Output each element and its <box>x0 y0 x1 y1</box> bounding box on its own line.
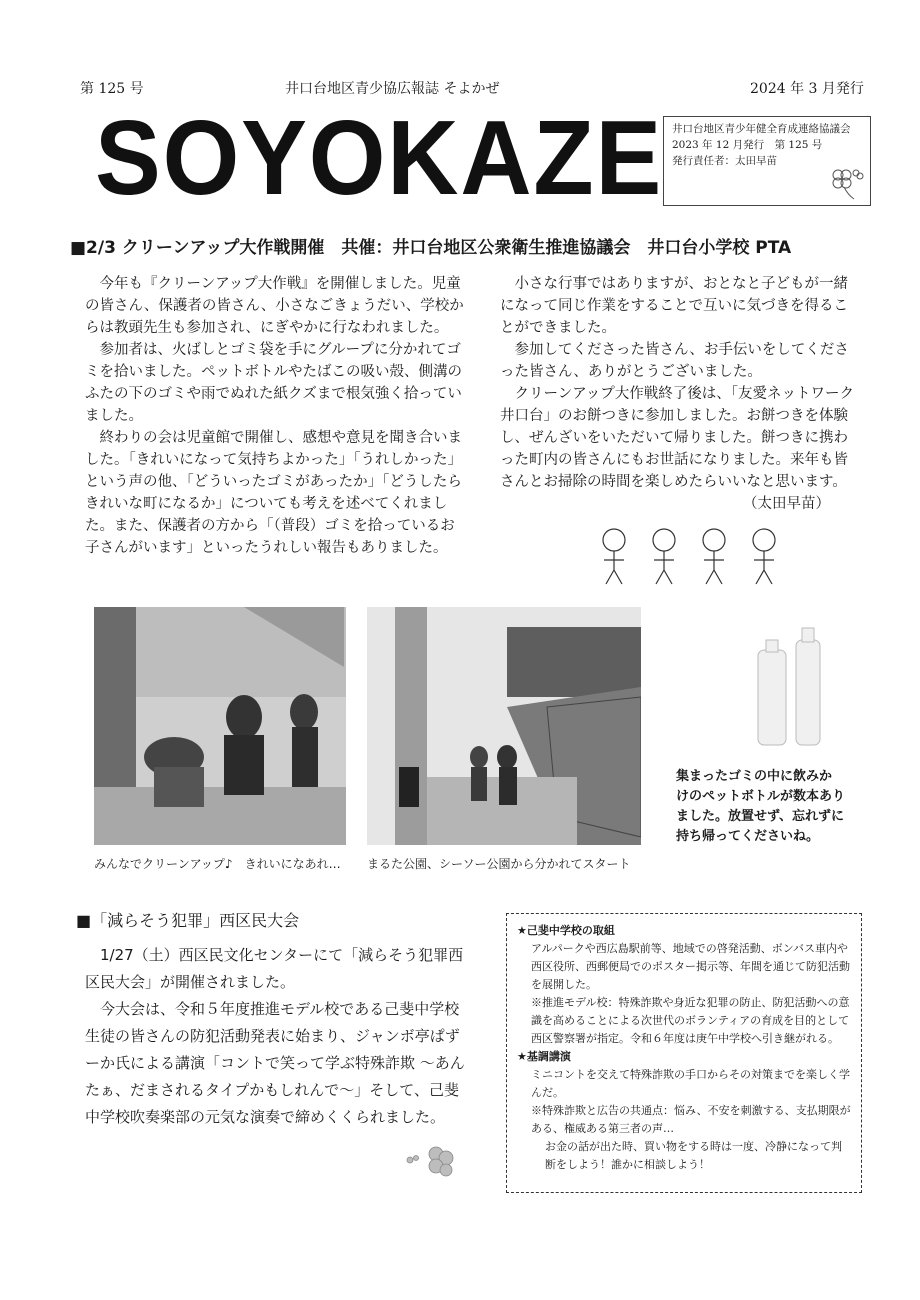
bottle-note-line-3: ました。放置せず、忘れずに <box>676 809 844 824</box>
photo-1-caption: みんなでクリーンアップ♪ きれいになあれ… <box>94 857 341 871</box>
box-note-1: ※推進モデル校：特殊詐欺や身近な犯罪の防止、防犯活動への意識を高めることによる次世代のボランティアの育成を目的として西区警察署が指定。令和６年度は庚午中学校へ引き継がれる。 <box>531 996 850 1045</box>
box-heading-1: ★己斐中学校の取組 <box>517 924 615 937</box>
box-note-3: お金の話が出た時、買い物をする時は一度、冷静になって判断をしよう！誰かに相談しよう！ <box>545 1140 842 1171</box>
box-note-2: ※特殊詐欺と広告の共通点：悩み、不安を刺激する、支払期限がある、権威ある第三者の声… <box>531 1104 851 1135</box>
cleanup-paragraph-1: 今年も『クリーンアップ大作戦』を開催しました。児童の皆さん、保護者の皆さん、小さなごきょうだい、学校からは教頭先生も参加され、にぎやかに行なわれました。 <box>85 276 464 336</box>
publication-name: 井口台地区青少協広報誌 そよかぜ <box>285 81 500 97</box>
cleanup-paragraph-4: 小さな行事ではありますが、おとなと子どもが一緒になって同じ作業をすることで互いに気づきを得ることができました。 <box>500 276 848 336</box>
clover-icon <box>824 165 864 201</box>
crime-paragraph-1: 1/27（土）西区民文化センターにて「減らそう犯罪西区民大会」が開催されました。 <box>85 946 464 991</box>
cleanup-headline: ■2/3 クリーンアップ大作戦開催 共催：井口台地区公衆衛生推進協議会 井口台小学校 PTA <box>70 238 792 258</box>
crime-info-box <box>506 913 862 1193</box>
cleanup-left-column <box>85 273 465 559</box>
box-text-2: ミニコントを交えて特殊詐欺の手口からその対策までを楽しく学んだ。 <box>531 1068 850 1099</box>
cleanup-photo-1 <box>94 607 346 845</box>
publisher-org: 井口台地区青少年健全育成連絡協議会 <box>672 123 851 135</box>
issue-date: 2024 年 3 月発行 <box>750 81 864 97</box>
box-text-1: アルパークや西広島駅前等、地域での啓発活動、ボンバス車内や西区役所、西郵便局でのポスター掲示等、年間を通じて防犯活動を展開した。 <box>531 942 850 991</box>
cleanup-paragraph-6: クリーンアップ大作戦終了後は、「友愛ネットワーク井口台」のお餅つきに参加しました。お餅つきを体験し、ぜんざいをいただいて帰りました。餅つきに携わった町内の皆さんにもお世話になりました。来年も皆さんとお掃除の時間を楽しめたらいいなと思います。 <box>500 386 854 490</box>
cleanup-author: （太田早苗） <box>743 496 830 512</box>
photo-2-caption: まるた公園、シーソー公園から分かれてスタート <box>367 857 631 871</box>
crime-headline: ■「減らそう犯罪」西区民大会 <box>76 911 300 930</box>
cleanup-paragraph-5: 参加してくださった皆さん、お手伝いをしてくださった皆さん、ありがとうございました。 <box>500 342 849 380</box>
flower-icon <box>400 1140 458 1180</box>
bottle-note-line-2: けのペットボトルが数本あり <box>676 789 846 804</box>
publisher-issue: 2023 年 12 月発行 第 125 号 <box>672 139 823 151</box>
publisher-box <box>663 116 871 206</box>
bottle-note-line-4: 持ち帰ってくださいね。 <box>676 829 820 844</box>
publisher-responsible: 発行責任者：太田早苗 <box>672 155 777 167</box>
crime-body <box>85 942 470 1131</box>
masthead-title: SOYOKAZE <box>95 99 664 217</box>
bottle-note-line-1: 集まったゴミの中に飲みか <box>676 769 833 784</box>
cleanup-right-column <box>500 273 860 515</box>
cleanup-photo-2 <box>367 607 641 845</box>
issue-number: 第 125 号 <box>80 81 144 97</box>
children-illustration <box>596 520 796 590</box>
bottle-illustration <box>738 620 838 755</box>
cleanup-paragraph-2: 参加者は、火ばしとゴミ袋を手にグループに分かれてゴミを拾いました。ペットボトルやたばこの吸い殻、側溝のふたの下のゴミや雨でぬれた紙クズまで根気強く拾っていました。 <box>85 342 462 424</box>
bottle-note <box>676 767 845 847</box>
box-heading-2: ★基調講演 <box>517 1050 571 1063</box>
cleanup-paragraph-3: 終わりの会は児童館で開催し、感想や意見を聞き合いました。「きれいになって気持ちよかった」「うれしかった」という声の他、「どういったゴミがあったか」「どうしたらきれいな町になるか」についても考えを述べてくれました。また、保護者の方から「（普段）ゴミを拾っているお子さんがいます」といったうれしい報告もありました。 <box>85 430 462 556</box>
crime-paragraph-2: 今大会は、令和５年度推進モデル校である己斐中学校生徒の皆さんの防犯活動発表に始まり、ジャンボ亭ぱずーか氏による講演「コントで笑って学ぶ特殊詐欺 ～あんたぁ、だまされるタイプかもしれんで～」そして、己斐中学校吹奏楽部の元気な演奏で締めくくられました。 <box>85 1000 465 1126</box>
